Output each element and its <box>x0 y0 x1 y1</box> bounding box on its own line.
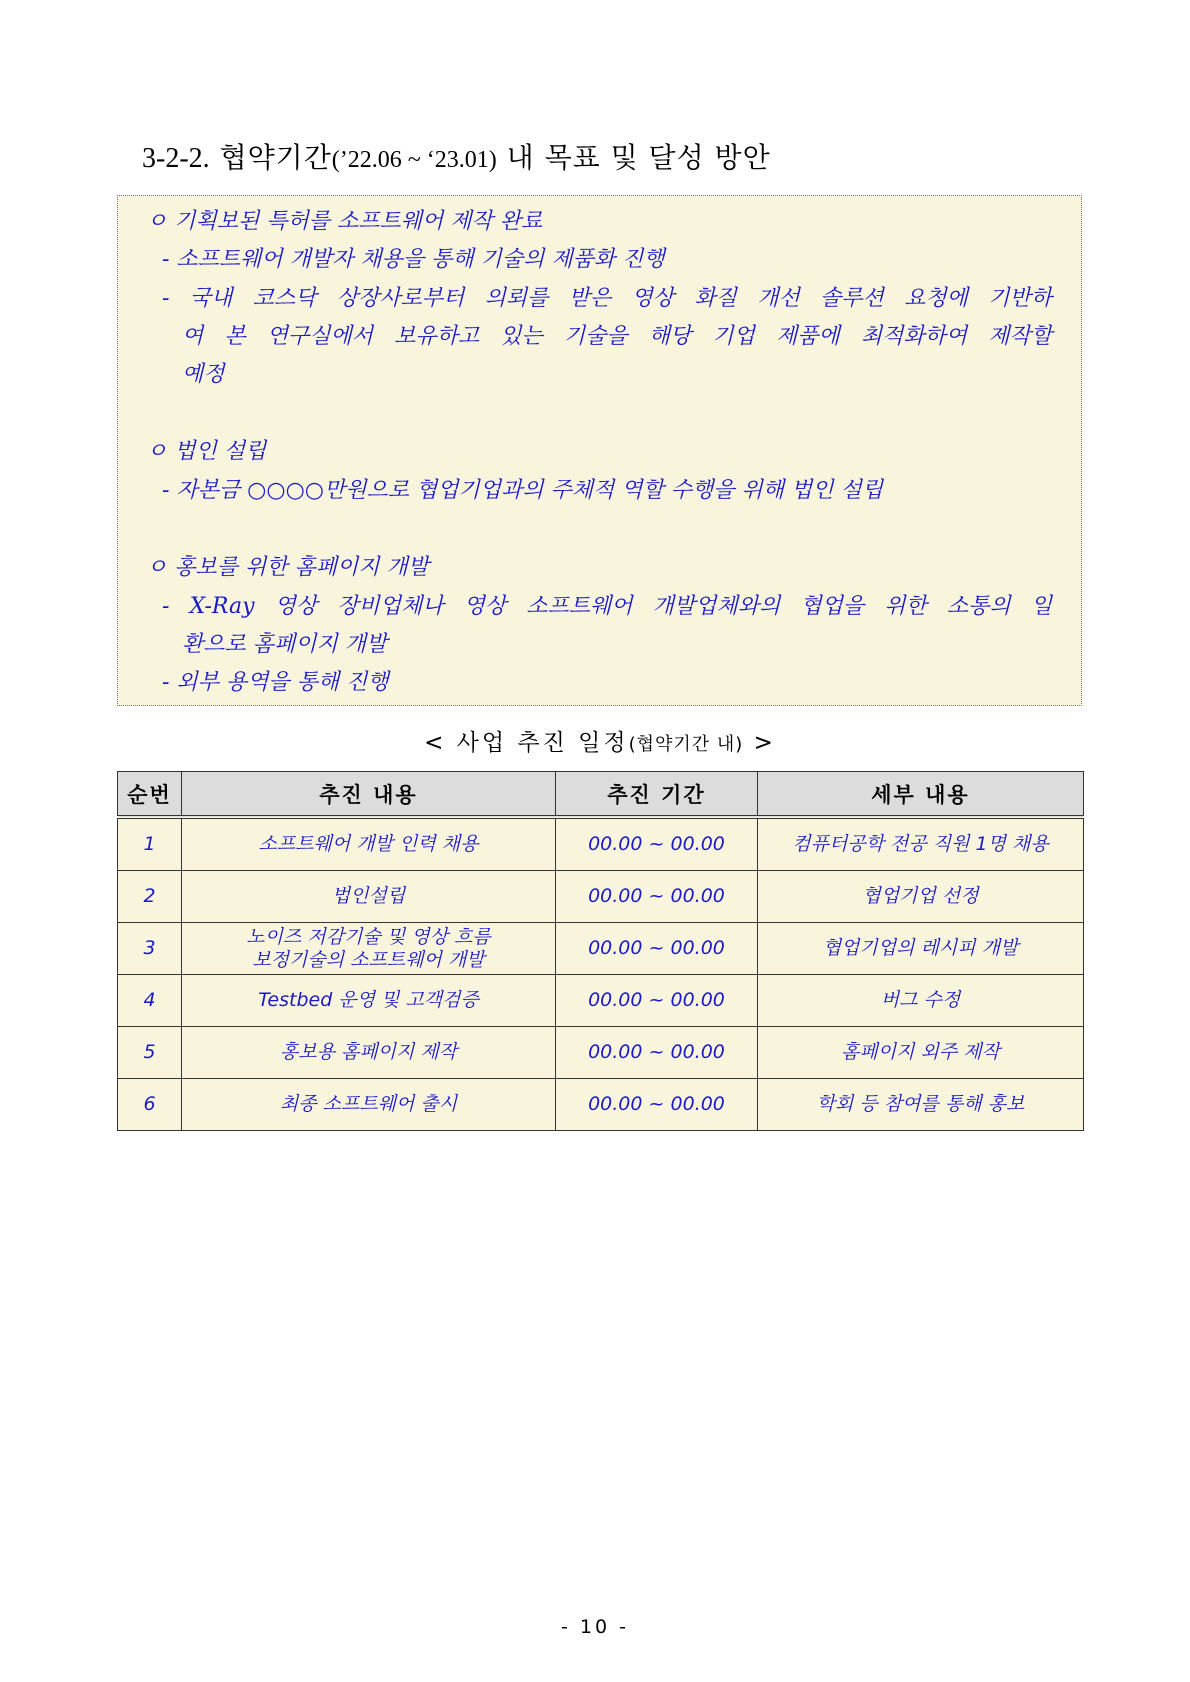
section-title-b: 내 목표 및 달성 방안 <box>506 141 771 174</box>
caption-close: > <box>743 730 776 756</box>
goal-2-bullet: ㅇ 법인 설립 <box>146 439 267 464</box>
row-detail: 협업기업의 레시피 개발 <box>758 923 1084 975</box>
row-no: 6 <box>118 1079 182 1131</box>
row-content: 최종 소프트웨어 출시 <box>182 1079 556 1131</box>
goal-1-sub-2-line-2: 여 본 연구실에서 보유하고 있는 기술을 해당 기업 제품에 최적화하여 제작할 <box>182 324 1052 349</box>
table-row <box>118 1079 1084 1131</box>
table-row <box>118 1027 1084 1079</box>
row-content-line-2: 보정기술의 소프트웨어 개발 <box>252 948 485 971</box>
goal-3-sub-2: - 외부 용역을 통해 진행 <box>162 670 389 695</box>
row-content: Testbed 운영 및 고객검증 <box>182 975 556 1027</box>
row-content: 법인설립 <box>182 871 556 923</box>
row-period: 00.00 ~ 00.00 <box>556 817 758 871</box>
row-detail: 학회 등 참여를 통해 홍보 <box>758 1079 1084 1131</box>
table-row <box>118 817 1084 871</box>
page-number: - 10 - <box>561 1616 629 1638</box>
row-content-line-1: 노이즈 저감기술 및 영상 흐름 <box>246 925 491 948</box>
goal-1-sub-1: - 소프트웨어 개발자 채용을 통해 기술의 제품화 진행 <box>162 247 665 272</box>
row-detail: 홈페이지 외주 제작 <box>758 1027 1084 1079</box>
goal-3-sub-1-line-1: - X-Ray 영상 장비업체나 영상 소프트웨어 개발업체와의 협업을 위한 소통의 일 <box>162 594 1052 619</box>
row-content <box>182 923 556 975</box>
header-content: 추진 내용 <box>182 772 556 818</box>
row-no: 2 <box>118 871 182 923</box>
table-row <box>118 975 1084 1027</box>
row-no: 5 <box>118 1027 182 1079</box>
row-no: 4 <box>118 975 182 1027</box>
table-header-row <box>118 772 1084 818</box>
caption-open: < 사업 추진 일정 <box>424 730 629 756</box>
goal-1-sub-2-line-1: - 국내 코스닥 상장사로부터 의뢰를 받은 영상 화질 개선 솔루션 요청에 기반하 <box>162 286 1052 311</box>
goals-box <box>117 195 1082 706</box>
row-period: 00.00 ~ 00.00 <box>556 975 758 1027</box>
goal-1-bullet: ㅇ 기획보된 특허를 소프트웨어 제작 완료 <box>146 209 543 234</box>
row-period: 00.00 ~ 00.00 <box>556 923 758 975</box>
section-title <box>142 136 771 176</box>
goal-3-bullet: ㅇ 홍보를 위한 홈페이지 개발 <box>146 555 429 580</box>
row-period: 00.00 ~ 00.00 <box>556 1027 758 1079</box>
row-no: 3 <box>118 923 182 975</box>
table-row <box>118 923 1084 975</box>
header-no: 순번 <box>118 772 182 818</box>
row-content: 홍보용 홈페이지 제작 <box>182 1027 556 1079</box>
section-title-a: 협약기간 <box>219 141 332 174</box>
goal-3-sub-1-line-2: 환으로 홈페이지 개발 <box>182 632 388 657</box>
caption-small: (협약기간 내) <box>628 734 744 755</box>
row-detail: 버그 수정 <box>758 975 1084 1027</box>
row-content: 소프트웨어 개발 인력 채용 <box>182 817 556 871</box>
row-period: 00.00 ~ 00.00 <box>556 1079 758 1131</box>
header-period: 추진 기간 <box>556 772 758 818</box>
goal-2-sub-1: - 자본금 ○○○○만원으로 협업기업과의 주체적 역할 수행을 위해 법인 설립 <box>162 478 883 503</box>
table-row <box>118 871 1084 923</box>
row-detail: 협업기업 선정 <box>758 871 1084 923</box>
schedule-table <box>117 771 1084 1131</box>
table-caption <box>0 724 1190 757</box>
row-period: 00.00 ~ 00.00 <box>556 871 758 923</box>
header-detail: 세부 내용 <box>758 772 1084 818</box>
row-no: 1 <box>118 817 182 871</box>
section-title-period: (’22.06 ~ ‘23.01) <box>331 147 497 173</box>
row-detail: 컴퓨터공학 전공 직원 1명 채용 <box>758 817 1084 871</box>
section-number: 3-2-2. <box>142 143 210 174</box>
goal-1-sub-2-line-3: 예정 <box>182 362 225 387</box>
